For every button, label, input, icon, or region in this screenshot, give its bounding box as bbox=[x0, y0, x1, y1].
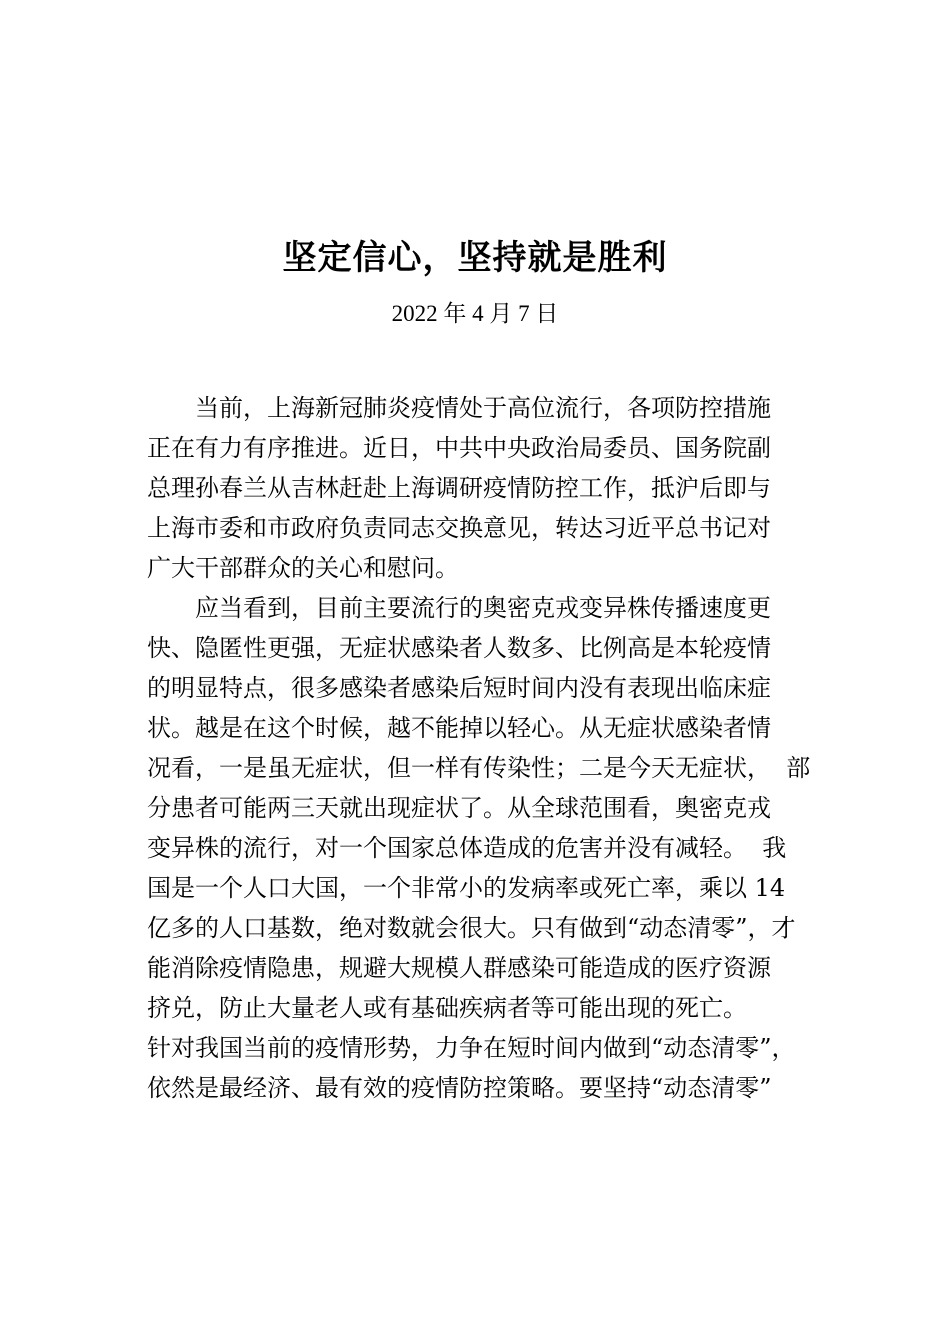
body-line: 应当看到，目前主要流行的奥密克戎变异株传播速度更 bbox=[195, 594, 771, 622]
document-body bbox=[147, 388, 827, 1108]
body-line: 广大干部群众的关心和慰问。 bbox=[147, 554, 459, 582]
document-title: 坚定信心，坚持就是胜利 bbox=[282, 238, 668, 278]
body-line: 状。越是在这个时候，越不能掉以轻心。从无症状感染者情 bbox=[147, 714, 771, 742]
body-line: 变异株的流行，对一个国家总体造成的危害并没有减轻。 我 bbox=[147, 834, 787, 862]
document-date: 2022 年 4 月 7 日 bbox=[391, 301, 559, 326]
body-line: 快、隐匿性更强，无症状感染者人数多、比例高是本轮疫情 bbox=[147, 634, 771, 662]
body-line: 况看，一是虽无症状，但一样有传染性；二是今天无症状， 部 bbox=[147, 754, 811, 782]
body-line: 依然是最经济、最有效的疫情防控策略。要坚持“动态清零” bbox=[147, 1074, 772, 1102]
body-line: 当前，上海新冠肺炎疫情处于高位流行，各项防控措施 bbox=[195, 394, 771, 422]
body-line: 分患者可能两三天就出现症状了。从全球范围看，奥密克戎 bbox=[147, 794, 771, 822]
body-line: 正在有力有序推进。近日，中共中央政治局委员、国务院副 bbox=[147, 434, 771, 462]
body-line: 针对我国当前的疫情形势，力争在短时间内做到“动态清零”， bbox=[147, 1034, 796, 1062]
body-line: 上海市委和市政府负责同志交换意见，转达习近平总书记对 bbox=[147, 514, 771, 542]
body-line: 挤兑，防止大量老人或有基础疾病者等可能出现的死亡。 bbox=[147, 994, 747, 1022]
body-line: 能消除疫情隐患，规避大规模人群感染可能造成的医疗资源 bbox=[147, 954, 771, 982]
body-line: 的明显特点，很多感染者感染后短时间内没有表现出临床症 bbox=[147, 674, 771, 702]
body-line: 国是一个人口大国，一个非常小的发病率或死亡率，乘以 14 bbox=[147, 874, 786, 902]
body-line: 总理孙春兰从吉林赶赴上海调研疫情防控工作，抵沪后即与 bbox=[147, 474, 771, 502]
body-line: 亿多的人口基数，绝对数就会很大。只有做到“动态清零”，才 bbox=[147, 914, 796, 942]
